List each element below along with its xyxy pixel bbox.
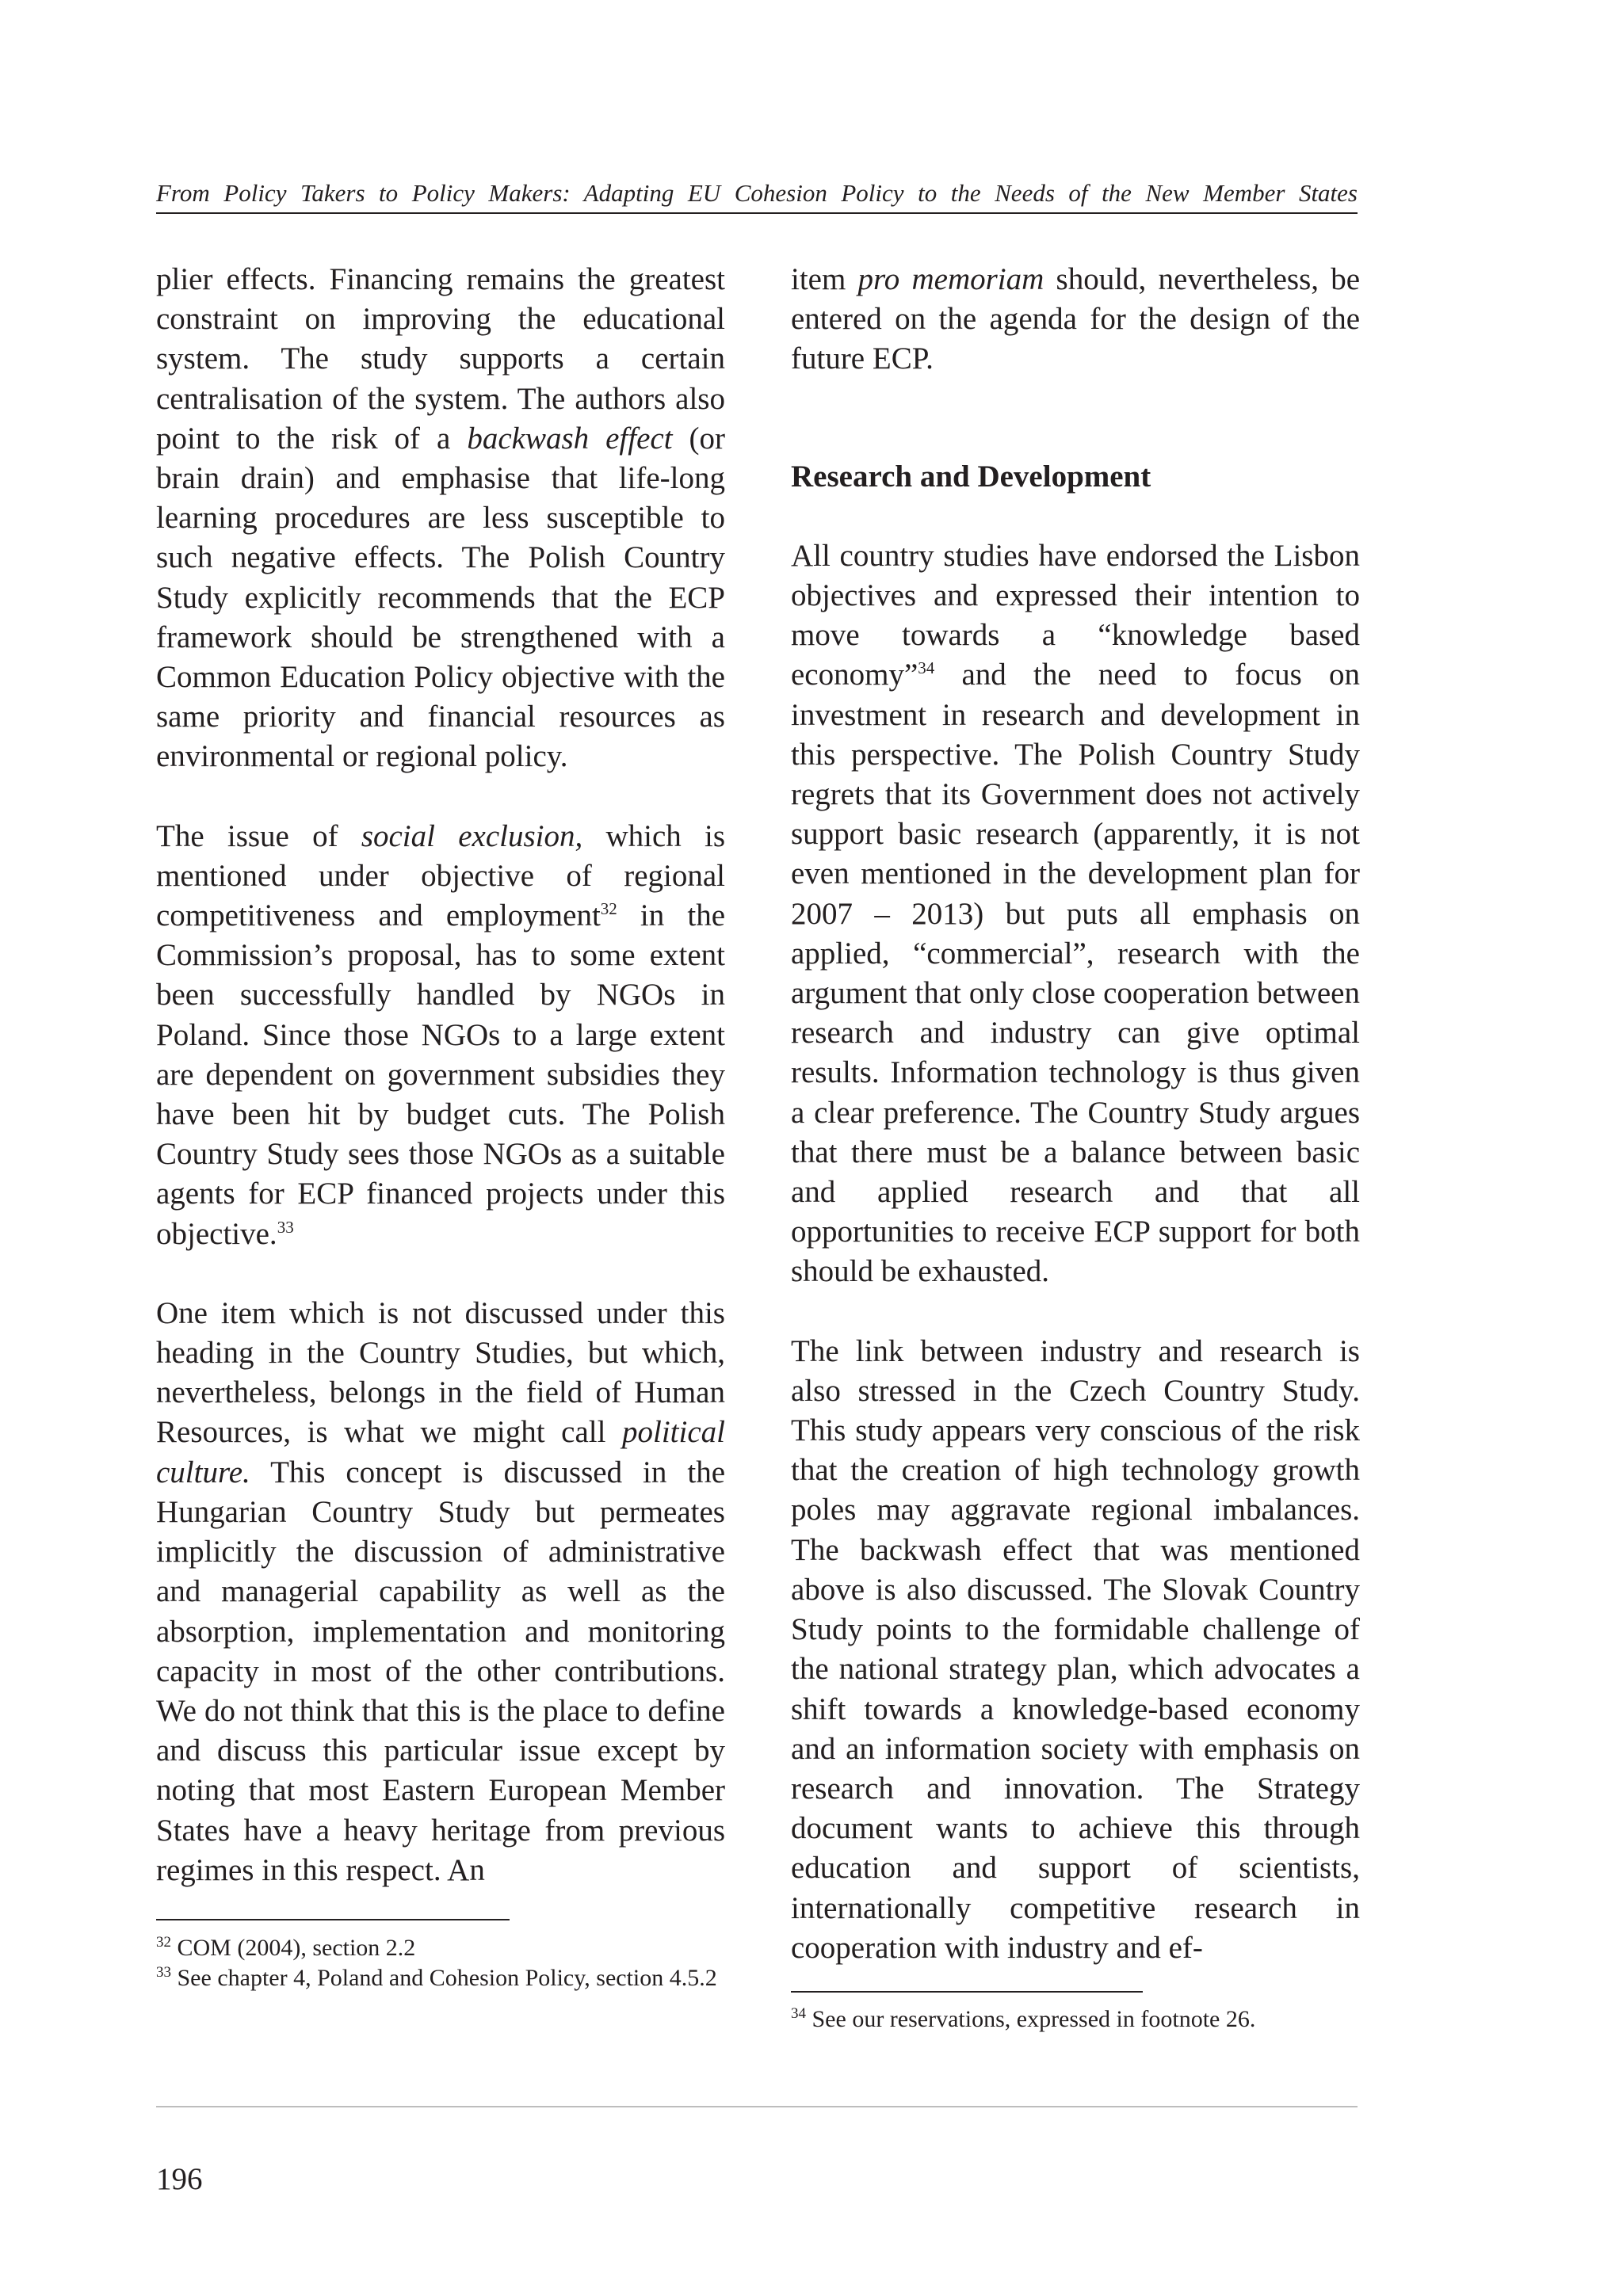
section-heading: Research and Development: [791, 459, 1151, 494]
header-rule: [156, 212, 1358, 214]
footer-rule: [156, 2106, 1358, 2107]
page-number: 196: [156, 2162, 203, 2196]
paragraph: [156, 260, 725, 777]
paragraph: [791, 536, 1360, 1292]
paragraph: [156, 1294, 725, 1890]
text-run: The link between industry and research is also stressed in the Czech Country Study. This study appears very conscious of the risk that the creation of high technology growth poles may aggravate regional imbalances. The backwash effect that was mentioned above is also discussed. The Slovak Country Study points to the formidable challenge of the national strategy plan, which advocates a shift towards a knowledge-based economy and an information society with emphasis on research and innovation. The Strategy document wants to achieve this through education and support of scientists, internationally competitive research in cooperation with industry and ef-: [791, 1333, 1360, 1965]
footnote-rule: [156, 1919, 510, 1920]
footnote: [791, 2006, 1360, 2033]
spacer: [791, 379, 1360, 457]
emphasis: backwash effect: [467, 421, 673, 456]
footnote-rule: [791, 1991, 1143, 1993]
text-run: which is mentioned under objective of regional competitiveness and employment: [156, 818, 726, 933]
paragraph: [791, 260, 1360, 379]
footnote-text: COM (2004), section 2.2: [177, 1935, 416, 1961]
text-run: The issue of: [156, 818, 338, 853]
emphasis: pro memoriam: [857, 262, 1044, 296]
footnotes-right: [791, 2006, 1360, 2036]
text-run: should, nevertheless, be entered on the agenda for the design of the future ECP.: [791, 262, 1361, 376]
text-run: This concept is discussed in the Hungarian Country Study but permeates implicitly the discussion of administrative and managerial capability as well as the absorption, implementation and monitoring capacity in most of the other contributions. We do not think that this is the place to define and discuss this particular issue except by noting that most Eastern European Member States have a heavy heritage from previous regimes in this respect. An: [156, 1455, 726, 1887]
right-column: [791, 260, 1360, 1968]
text-run: and the need to focus on investment in research and development in this perspective. The Polish Country Study regrets that its Government does not actively support basic research (apparently, it is not even mentioned in the development plan for 2007 – 2013) but puts all emphasis on applied, “commercial”, research with the argument that only close cooperation between research and industry can give optimal results. Information technology is thus given a clear preference. The Country Study argues that there must be a balance between basic and applied research and that all opportunities to receive ECP support for both should be exhausted.: [791, 658, 1361, 1289]
text-run: in the Commission’s proposal, has to some extent been successfully handled by NGOs in Poland. Since those NGOs to a large extent are dependent on government subsidies they have been hit by budget cuts. The Polish Country Study sees those NGOs as a suitable agents for ECP financed projects under this objective.: [156, 898, 726, 1251]
text-run: All country studies have endorsed the Lisbon objectives and expressed their intention to move towards a “knowledge based economy”: [791, 538, 1360, 692]
footnote-ref[interactable]: 33: [277, 1217, 294, 1237]
running-head: From Policy Takers to Policy Makers: Adapting EU Cohesion Policy to the Needs of the New Member States: [156, 179, 1358, 207]
paragraph: [156, 817, 725, 1254]
text-run: (or brain drain) and emphasise that life-long learning procedures are less susceptible to such negative effects. The Polish Country Study explicitly recommends that the ECP framework should be strengthened with a Common Education Policy objective with the same priority and financial resources as environmental or regional policy.: [156, 421, 726, 774]
spacer: [791, 497, 1360, 536]
paragraph: [791, 1332, 1360, 1968]
footnote-number: 32: [156, 1934, 171, 1951]
footnote-ref[interactable]: 34: [918, 658, 935, 678]
footnote-number: 34: [791, 2005, 806, 2022]
footnote-text: See our reservations, expressed in footnote 26.: [812, 2006, 1256, 2032]
footnote-text: See chapter 4, Poland and Cohesion Policy, section 4.5.2: [177, 1965, 717, 1991]
footnote-number: 33: [156, 1964, 171, 1981]
left-column: [156, 260, 725, 1890]
footnote: [156, 1965, 725, 1992]
text-run: One item which is not discussed under this heading in the Country Studies, but which, nevertheless, belongs in the field of Human Resources, is what we might call: [156, 1295, 725, 1450]
footnotes-left: [156, 1935, 725, 1995]
emphasis: social exclusion,: [361, 818, 583, 853]
text-run: plier effects. Financing remains the greatest constraint on improving the educational system. The study supports a certain centralisation of the system. The authors also point to the risk of a: [156, 262, 725, 456]
text-run: item: [791, 262, 846, 296]
footnote: [156, 1935, 725, 1962]
emphasis: political culture.: [156, 1415, 725, 1489]
footnote-ref[interactable]: 32: [600, 899, 617, 919]
